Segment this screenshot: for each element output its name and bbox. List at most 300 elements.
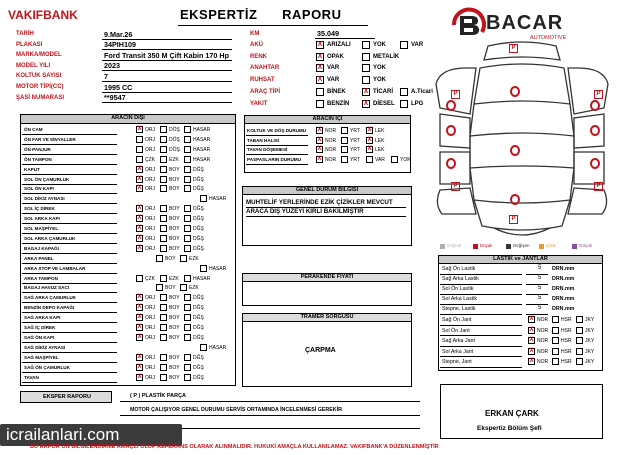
checkbox[interactable] [341,146,348,153]
depth-underline [526,314,548,315]
checkbox[interactable]: X [363,99,369,107]
legend-label: Orijinal [447,243,462,248]
depth-underline [526,294,548,295]
checkbox-label: TİCARİ [373,88,393,95]
tire-unit: DRN.mm [552,266,575,272]
checkbox[interactable] [184,166,191,173]
checkbox[interactable] [200,344,207,351]
checkbox[interactable] [160,245,167,252]
checkbox[interactable] [156,255,163,262]
checkbox[interactable] [160,324,167,331]
checkbox[interactable] [184,354,191,361]
checkbox[interactable] [160,364,167,371]
checkbox[interactable] [184,334,191,341]
checkbox-label: YOK [373,65,387,72]
checkbox-label: ORJ [145,127,155,133]
checkbox-label: DĞŞ [193,226,204,232]
checkbox[interactable] [576,348,583,355]
checkbox-label: HASAR [209,196,227,203]
checkbox-label: DÖŞ [169,136,180,143]
checkbox-label: JKY [585,359,595,366]
checkbox-label: ORJ [145,146,155,153]
checkbox[interactable] [160,156,167,163]
checkbox[interactable] [362,41,370,49]
checkbox[interactable]: X [137,304,142,311]
checkbox-label: ÇZK [145,275,155,282]
checkbox-label: ORJ [145,226,155,232]
checkbox[interactable] [184,275,191,282]
checkbox[interactable] [362,64,370,72]
checkbox[interactable]: X [137,353,142,360]
checkbox-label: ORJ [145,216,155,223]
checkbox[interactable] [184,185,191,192]
damage-mark-icon [590,158,600,169]
checkbox[interactable]: X [137,126,142,132]
row-underline [22,372,117,373]
row-underline [440,274,522,275]
km-value: 35.049 [317,29,339,38]
interior-row-label: PASPASLARIN DURUMU [247,156,301,162]
tramer-title: TRAMER SORGUSU [243,314,411,322]
checkbox-label: BOY [169,216,180,223]
checkbox-label: BOY [169,235,180,242]
checkbox[interactable] [391,156,398,163]
info-label: ŞASİ NUMARASI [16,94,65,101]
checkbox[interactable] [184,235,191,242]
exterior-row-label: SOL ÖN KAPI [24,186,54,192]
checkbox[interactable] [160,225,167,232]
checkbox[interactable] [341,156,348,163]
checkbox[interactable] [341,137,348,144]
checkbox[interactable] [400,41,408,49]
expert-line-2 [120,415,420,416]
exterior-row-label: SAĞ ÖN ÇAMURLUK [24,364,70,370]
checkbox[interactable] [184,324,191,331]
row-underline [22,203,117,204]
row-underline [22,382,117,383]
checkbox-label: HASAR [193,127,211,133]
checkbox[interactable] [362,53,370,61]
row-underline [440,335,522,336]
checkbox-label: DÖŞ [169,146,180,153]
logo-subtext: AUTOMOTIVE [530,35,567,41]
checkbox[interactable] [160,374,167,381]
info-label: YAKIT [250,100,268,107]
checkbox-label: YRT [350,156,360,163]
row-underline [22,253,117,254]
checkbox-label: BENZİN [327,100,350,107]
info-label: TARİH [16,31,34,37]
general-underline-2 [246,216,406,217]
checkbox[interactable] [552,348,559,355]
checkbox[interactable] [160,235,167,242]
checkbox[interactable] [576,358,583,365]
checkbox-label: BOY [169,305,180,312]
plastic-part-icon: P [594,90,603,99]
checkbox[interactable] [160,354,167,361]
checkbox[interactable] [160,294,167,301]
checkbox-label: HASAR [193,156,211,163]
checkbox-label: ORJ [145,305,155,312]
row-underline [22,332,117,333]
legend-swatch-icon [506,244,511,249]
depth-underline [526,304,548,305]
checkbox-label: YOK [373,42,387,48]
checkbox-label: ORJ [145,176,155,183]
row-underline [22,352,117,353]
row-underline [22,322,117,323]
info-label: MODEL YILI [16,62,51,69]
checkbox[interactable] [316,100,324,108]
checkbox-label: VAR [411,42,424,48]
info-value: **9547 [104,93,126,103]
checkbox[interactable] [136,156,143,163]
checkbox[interactable]: X [137,333,142,340]
checkbox[interactable]: X [137,205,142,212]
checkbox-label: BOY [169,186,180,193]
exterior-row-label: ÖN TAMPON [24,156,52,162]
checkbox-label: VAR [327,65,340,72]
exterior-row-label: SAĞ ARKA KAPI [24,315,61,321]
watermark-text: icrailanlari.com [6,425,120,444]
checkbox-label: ORJ [145,354,155,361]
checkbox-label: BOY [169,176,180,183]
checkbox[interactable]: X [317,136,322,143]
checkbox[interactable] [160,146,167,153]
expert-line-1 [120,401,420,402]
checkbox-label: DĞŞ [193,325,204,331]
tire-label: Sol Ön Lastik [442,286,474,292]
checkbox[interactable] [184,294,191,301]
info-value: Ford Transit 350 M Çift Kabin 170 Hp [104,50,230,60]
row-underline [22,273,117,274]
damage-mark-icon [446,100,456,111]
checkbox-label: LPG [411,100,424,107]
checkbox-label: NOR [325,147,337,153]
checkbox[interactable] [184,215,191,222]
checkbox-label: DÖŞ [169,127,180,133]
info-value: 1995 CC [104,82,133,92]
checkbox[interactable] [576,327,583,334]
checkbox[interactable]: X [317,76,323,84]
checkbox[interactable]: X [363,87,369,95]
checkbox[interactable] [160,314,167,321]
checkbox[interactable] [184,205,191,212]
exterior-row-label: BAGAJ KAPAĞI [24,245,59,251]
checkbox-label: DĞŞ [193,235,204,242]
checkbox[interactable] [136,275,143,282]
watermark [0,424,182,446]
damage-mark-icon [446,158,456,169]
tire-depth-value: 5 [538,285,542,291]
exterior-row-label: ÖN CAM [24,127,43,132]
rim-label: Sağ Arka Jant [442,338,475,345]
checkbox-label: NOR [325,156,337,163]
info-value: 9.Mar.26 [104,29,133,39]
checkbox[interactable] [552,327,559,334]
checkbox-label: DĞŞ [193,295,204,302]
checkbox[interactable] [552,337,559,344]
tramer-panel [242,313,412,387]
legend-swatch-icon [539,244,544,249]
checkbox[interactable] [156,284,163,291]
checkbox[interactable]: X [137,225,142,231]
checkbox-label: VAR [375,156,385,163]
row-underline [440,346,522,347]
info-underline [102,102,232,103]
info-value: 2023 [104,61,120,71]
checkbox-label: DĞŞ [193,176,204,183]
exterior-row-label: SAĞ İÇ DİREK [24,325,56,330]
row-underline [440,367,522,368]
checkbox[interactable] [341,127,348,134]
legend-label: Çizik [546,243,556,248]
row-underline [246,154,308,155]
checkbox[interactable]: X [529,358,534,365]
checkbox[interactable]: X [137,314,142,321]
checkbox-label: BOY [165,255,176,262]
expert-label: EKSPER RAPORU [43,394,91,400]
checkbox[interactable] [160,136,167,143]
checkbox[interactable] [160,334,167,341]
checkbox-label: METALİK [373,53,400,60]
row-underline [22,184,117,185]
checkbox[interactable] [400,88,408,96]
price-title: PERAKENDE FİYATI [243,274,411,282]
checkbox[interactable] [184,156,191,163]
checkbox-label: ORJ [145,374,155,381]
info-label: RENK [250,53,268,60]
checkbox[interactable] [184,126,191,133]
checkbox-label: HASAR [209,344,227,351]
checkbox[interactable] [136,146,143,153]
checkbox[interactable]: X [137,165,142,172]
interior-row-label: TABAN HALISI [247,137,280,143]
checkbox[interactable]: X [529,337,534,344]
checkbox[interactable] [316,88,324,96]
tire-unit: DRN.mm [552,306,575,312]
checkbox-label: HASAR [209,265,227,272]
checkbox[interactable] [180,284,187,291]
checkbox[interactable]: X [317,52,323,60]
tire-label: Sağ Arka Lastik [442,276,479,282]
damage-mark-icon [510,194,520,205]
checkbox[interactable] [576,316,583,323]
plastic-part-icon: P [509,44,518,53]
checkbox[interactable]: X [137,234,142,241]
row-underline [22,243,117,244]
interior-title: ARACIN İÇİ [245,116,410,124]
exterior-row-label: BENZİN DEPO KAPAĞI [24,305,75,311]
checkbox[interactable] [160,275,167,282]
exterior-row-label: SOL ARKA ÇAMURLUK [24,235,76,241]
checkbox[interactable]: X [317,41,323,48]
checkbox-label: JKY [585,348,595,355]
checkbox-label: ORJ [145,325,155,331]
checkbox[interactable]: X [137,363,142,370]
checkbox-label: BOY [169,325,180,331]
checkbox[interactable] [184,374,191,381]
checkbox[interactable] [576,337,583,344]
rim-label: Sol Ön Jant [442,327,470,334]
signature-box [440,384,603,439]
row-underline [22,134,117,135]
checkbox-label: DĞŞ [193,354,204,361]
checkbox[interactable]: X [137,215,142,222]
row-underline [22,312,117,313]
checkbox-label: ORJ [145,245,155,252]
checkbox-label: JKY [585,338,595,345]
checkbox-label: BOY [169,226,180,232]
checkbox-label: NOR [325,137,337,144]
checkbox[interactable] [160,166,167,173]
checkbox-label: OPAK [327,53,344,60]
checkbox[interactable]: X [529,316,534,322]
checkbox-label: EZK [189,285,199,292]
checkbox-label: HSR [561,359,572,366]
interior-row-label: KOLTUK VE DÖŞ DURUMU [247,128,307,133]
km-label: KM [250,31,260,37]
general-line-2: ARACA DIŞ YÜZEYİ KİRLİ BAKILMIŞTIR [246,208,364,215]
checkbox[interactable]: X [317,127,322,133]
checkbox[interactable] [366,156,373,163]
car-outline-icon [430,38,615,243]
row-underline [22,223,117,224]
checkbox-label: HASAR [193,146,211,153]
row-underline [246,145,308,146]
checkbox[interactable]: X [529,347,534,354]
legend-label: Değişen [513,243,530,248]
checkbox-label: HASAR [193,136,211,143]
checkbox-label: YRT [350,137,360,144]
damage-mark-icon [590,125,600,136]
checkbox[interactable] [160,176,167,183]
checkbox[interactable] [184,136,191,143]
checkbox[interactable] [184,176,191,183]
row-underline [22,302,117,303]
checkbox-label: ORJ [145,206,155,213]
checkbox[interactable] [160,215,167,222]
info-label: ANAHTAR [250,65,280,72]
checkbox-label: NOR [537,327,549,334]
checkbox-label: YRT [350,128,360,134]
row-underline [440,356,522,357]
row-underline [440,284,522,285]
checkbox[interactable]: X [367,127,372,133]
checkbox[interactable] [136,136,143,143]
checkbox[interactable]: X [317,64,323,72]
exterior-row-label: SAĞ ÖN KAPI [24,334,55,340]
row-underline [22,342,117,343]
exterior-row-label: SOL MAŞPİYEL [24,226,59,231]
row-underline [22,213,117,214]
checkbox-label: VAR [327,77,340,84]
checkbox[interactable] [552,358,559,365]
checkbox[interactable]: X [137,294,142,301]
checkbox[interactable] [184,364,191,371]
checkbox[interactable] [184,304,191,311]
checkbox-label: BOY [169,354,180,361]
checkbox-label: JKY [585,317,595,323]
checkbox-label: DĞŞ [193,166,204,173]
vehicle-diagram [430,38,615,243]
checkbox-label: NOR [537,317,549,323]
plastic-part-icon: P [509,215,518,224]
checkbox[interactable] [180,255,187,262]
checkbox-label: DĞŞ [193,305,204,312]
checkbox[interactable] [160,205,167,212]
title-underline [178,25,368,26]
checkbox[interactable] [184,314,191,321]
checkbox[interactable]: X [317,155,322,162]
damage-mark-icon [510,86,520,97]
checkbox[interactable] [362,76,370,84]
tire-unit: DRN.mm [552,276,575,282]
checkbox-label: ORJ [145,166,155,173]
checkbox-label: BOY [169,166,180,173]
checkbox[interactable]: X [529,326,534,333]
plastic-part-icon: P [594,182,603,191]
checkbox[interactable]: X [137,244,142,251]
checkbox-label: A.Ticari [411,88,433,95]
checkbox[interactable] [552,316,559,323]
checkbox-label: BOY [169,364,180,371]
depth-underline [526,284,548,285]
checkbox-label: HSR [561,338,572,345]
checkbox-label: HSR [561,348,572,355]
damage-mark-icon [446,125,456,136]
checkbox-label: YOK [400,156,411,163]
checkbox[interactable] [160,126,167,133]
general-line-1: MUHTELİF YERLERİNDE EZİK ÇİZİKLER MEVCUT [246,199,393,206]
checkbox-label: ORJ [145,136,155,143]
info-label: MARKA/MODEL [16,52,62,59]
exterior-row-label: ARKA TAMPON [24,275,58,281]
checkbox[interactable] [184,146,191,153]
checkbox[interactable] [160,304,167,311]
checkbox-label: BOY [169,295,180,302]
checkbox[interactable]: X [367,136,372,143]
checkbox[interactable]: X [137,324,142,330]
checkbox-label: DĞŞ [193,206,204,213]
exterior-row-label: SAĞ DİKİZ AYNASI [24,344,66,350]
exterior-row-label: TAVAN [24,374,39,380]
checkbox-label: BOY [169,245,180,252]
checkbox[interactable]: X [137,175,142,182]
legend-label: Boyalı [480,243,493,248]
checkbox[interactable]: X [367,146,372,152]
checkbox[interactable]: X [137,185,142,192]
checkbox[interactable] [200,195,207,202]
legend-swatch-icon [473,244,478,249]
checkbox[interactable] [400,100,408,108]
checkbox-label: NOR [537,348,549,355]
checkbox-label: LEK [375,147,385,153]
plastic-part-icon: P [451,90,460,99]
footer-disclaimer: BU RAPOR ON BİLGİLENDİRME AMAÇLI OLUP REFERANS OLARAK ALINMALIDIR. HUKUKİ AMAÇLA KULLANILAMAZ. VAKIFBANK'A DÜZENLENMİŞTİR [30,444,439,450]
checkbox[interactable] [200,265,207,272]
info-label: KOLTUK SAYISI [16,73,62,80]
checkbox[interactable]: X [137,373,142,380]
checkbox[interactable] [160,185,167,192]
checkbox[interactable] [184,225,191,232]
checkbox-label: YOK [373,77,387,84]
checkbox[interactable] [184,245,191,252]
checkbox[interactable]: X [317,146,322,152]
row-underline [22,193,117,194]
checkbox-label: LEK [375,137,385,144]
checkbox-label: YRT [350,147,360,153]
